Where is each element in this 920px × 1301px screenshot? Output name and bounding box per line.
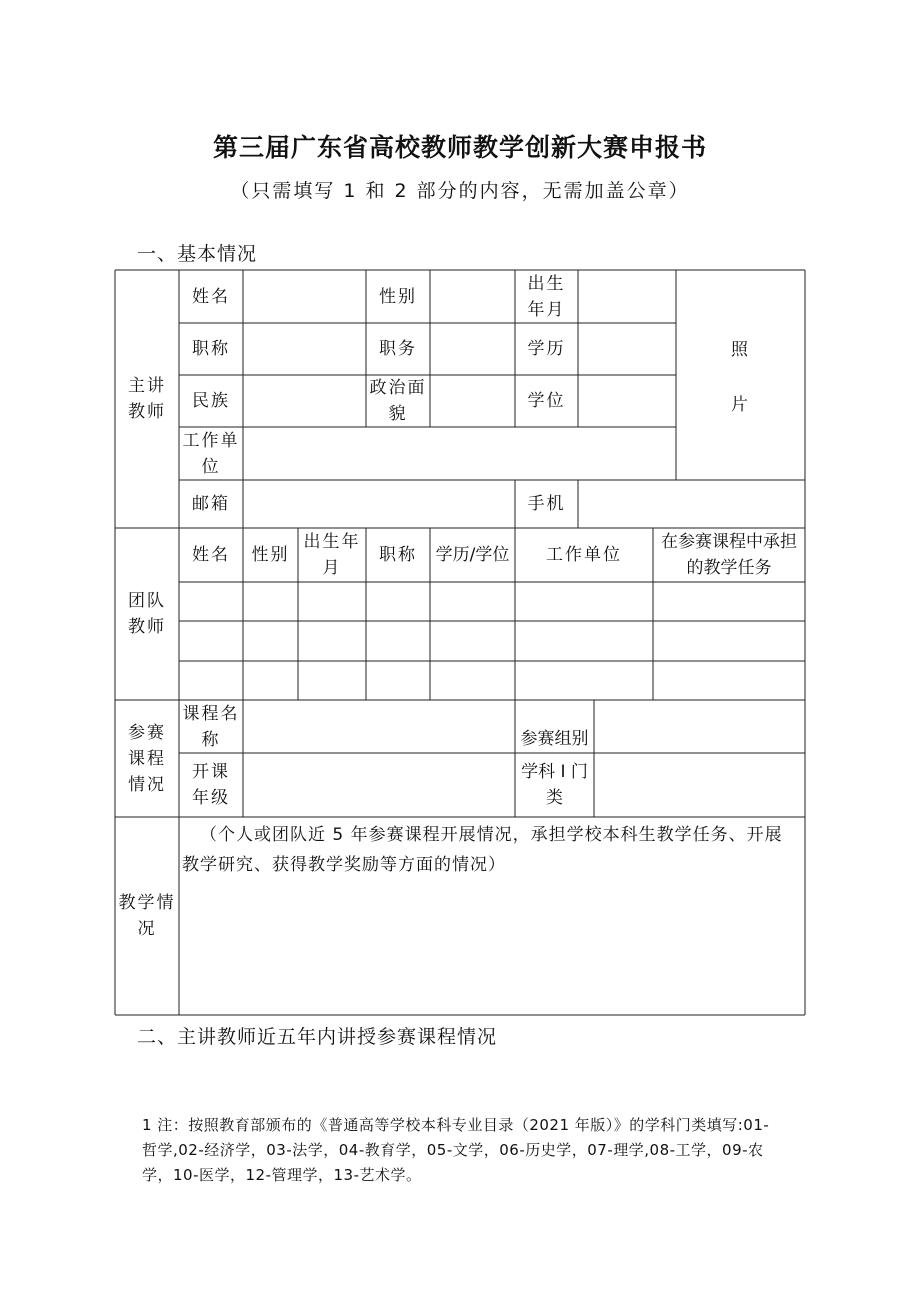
team-header-teaching-task: 在参赛课程中承担 的教学任务 xyxy=(661,532,797,578)
teaching-situation-note: （个人或团队近 5 年参赛课程开展情况，承担学校本科生教学任务、开展教学研究、获得教学奖励等方面的情况） xyxy=(182,825,783,875)
team-header-education-degree: 学历/学位 xyxy=(435,545,510,565)
team-header-gender: 性别 xyxy=(251,545,290,565)
main-teacher-politics-label: 政治面 貌 xyxy=(369,378,427,424)
photo-label-2: 片 xyxy=(731,395,750,415)
team-header-title: 职称 xyxy=(379,545,417,565)
photo-label-1: 照 xyxy=(731,340,750,360)
main-teacher-name-label: 姓名 xyxy=(192,286,230,307)
footnote: 1 注：按照教育部颁布的《普通高等学校本科专业目录（2021 年版）》的学科门类填写:01-哲学,02-经济学，03-法学，04-教育学，05-文学，06-历史学，07-理学,08-工学，09-农学，10-医学，12-管理学，13-艺术学。 xyxy=(142,1116,770,1184)
main-teacher-group-label: 主讲 教师 xyxy=(128,376,166,422)
document-subtitle: （只需填写 1 和 2 部分的内容，无需加盖公章） xyxy=(230,180,690,202)
team-header-birth: 出生年 月 xyxy=(303,532,361,578)
main-teacher-birth-label: 出生 年月 xyxy=(527,273,566,320)
team-teacher-group-label: 团队 教师 xyxy=(128,591,166,637)
course-grade-label: 开课 年级 xyxy=(192,762,230,808)
discipline-category-label: 学科 I 门 类 xyxy=(521,762,588,808)
team-header-work-unit: 工作单位 xyxy=(546,545,622,565)
teaching-group-label: 教学情 况 xyxy=(118,893,176,939)
main-teacher-ethnicity-label: 民族 xyxy=(192,391,230,411)
course-name-label: 课程名 称 xyxy=(182,703,240,750)
team-header-name: 姓名 xyxy=(192,545,230,565)
main-teacher-work-unit-label: 工作单 位 xyxy=(182,430,240,477)
contest-group-label: 参赛组别 xyxy=(520,728,589,749)
course-group-label: 参赛 课程 情况 xyxy=(128,722,166,795)
main-teacher-position-label: 职务 xyxy=(379,339,417,359)
main-teacher-title-label: 职称 xyxy=(192,339,230,359)
main-teacher-email-label: 邮箱 xyxy=(192,494,230,514)
section-course-history-heading: 二、主讲教师近五年内讲授参赛课程情况 xyxy=(137,1026,498,1048)
main-teacher-gender-label: 性别 xyxy=(379,286,417,307)
main-teacher-education-label: 学历 xyxy=(527,339,566,359)
section-basic-info-heading: 一、基本情况 xyxy=(137,243,258,265)
document-title: 第三届广东省高校教师教学创新大赛申报书 xyxy=(212,133,707,162)
main-teacher-phone-label: 手机 xyxy=(527,494,566,514)
main-teacher-degree-label: 学位 xyxy=(527,391,566,411)
